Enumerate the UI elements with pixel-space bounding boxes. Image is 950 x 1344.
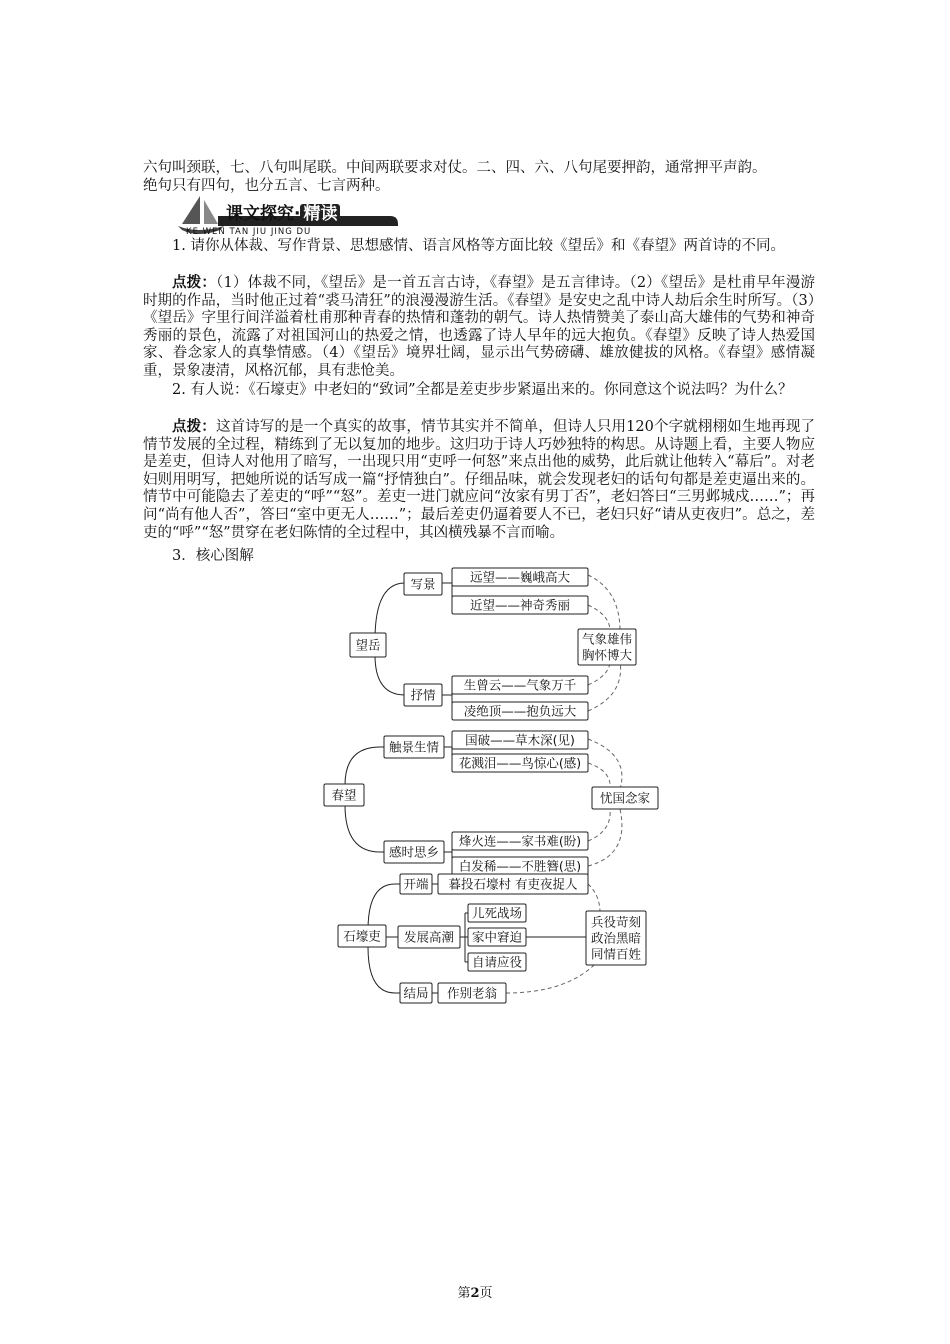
intro-paragraph: [143, 160, 815, 195]
diagram-label: 抒情: [410, 687, 436, 703]
intro-line: 绝句只有四句，也分五言、七言两种。: [143, 177, 390, 194]
diagram-box-wangyue-root: [350, 633, 386, 657]
diagram-box-branch-shuqing: [404, 684, 442, 706]
hint-2: [143, 418, 815, 542]
diagram-label: 国破——草木深(见): [465, 732, 575, 748]
diagram-label: 忧国念家: [599, 790, 651, 806]
diagram-box-leaf-jinwang: [452, 596, 588, 614]
section-3-heading: 3．核心图解: [172, 548, 254, 564]
page-number: [0, 1282, 950, 1301]
diagram-label: 兵役苛刻: [590, 914, 642, 930]
banner-dot: ·: [294, 204, 301, 224]
diagram-box-branch-xiejing: [404, 573, 442, 595]
hint-text: 这首诗写的是一个真实的故事，情节其实并不简单，但诗人只用120个字就栩栩如生地再现了情节发展的全过程，精练到了无以复加的地步。这归功于诗人巧妙独特的构思。从诗题上看，主要人物应是差吏，但诗人对他用了暗写，一出现只用“吏呼一何怒”来点出他的威势，此后就让他转入“幕后”。对老妇则用明写，把她所说的话写成一篇“抒情独白”。仔细品味，就会发现老妇的话句句都是差吏逼出来的。情节中可能隐去了差吏的“呼”“怒”。差吏一进门就应问“汝家有男丁否”，老妇答曰“三男邺城戍……”；再问“尚有他人否”，答曰“室中更无人……”；最后差吏仍逼着要人不已，老妇只好“请从吏夜归”。总之，差吏的“呼”“怒”贯穿在老妇陈情的全过程中，其凶横残暴不言而喻。: [143, 419, 815, 541]
diagram-label: 春望: [331, 787, 357, 803]
diagram-label: 结局: [403, 985, 429, 1001]
diagram-label: 胸怀博大: [581, 647, 633, 663]
diagram-box-leaf-huajianlei: [452, 754, 588, 772]
diagram-label: 气象雄伟: [581, 631, 633, 647]
diagram-label: 作别老翁: [446, 985, 498, 1001]
diagram-box-branch-fazhan: [398, 926, 460, 948]
hint-label: 点拨：: [172, 274, 217, 291]
diagram-box-leaf-jiongpo: [468, 928, 526, 946]
intro-line: 六句叫颈联，七、八句叫尾联。中间两联要求对仗。二、四、六、八句尾要押韵，通常押平声韵。: [143, 160, 767, 176]
diagram-label: 政治黑暗: [590, 930, 642, 946]
diagram-label: 开端: [403, 876, 429, 892]
diagram-box-leaf-lingjueding: [452, 702, 588, 720]
section-banner: [178, 194, 418, 240]
diagram-box-branch-ganshi: [384, 841, 444, 863]
banner-highlight: 精读: [300, 204, 340, 224]
diagram-label: 触景生情: [388, 739, 440, 755]
diagram-box-conclusion-chunwang: [592, 787, 658, 809]
banner-pinyin: KE WEN TAN JIU JING DU: [186, 227, 312, 237]
diagram-box-leaf-guopo: [452, 731, 588, 749]
diagram-label: 家中窘迫: [471, 929, 523, 945]
page-prefix: 第: [457, 1286, 471, 1301]
page-num: 2: [470, 1286, 480, 1301]
diagram-box-leaf-kaiduan: [438, 874, 588, 894]
diagram-box-leaf-shengcengyun: [452, 676, 588, 694]
diagram-label: 感时思乡: [388, 844, 440, 860]
banner-title: 课文探究: [226, 204, 294, 224]
diagram-label: 白发稀——不胜簪(思): [458, 858, 582, 874]
diagram-label: 生曾云——气象万千: [463, 677, 577, 693]
question-1: 1. 请你从体裁、写作背景、思想感情、语言风格等方面比较《望岳》和《春望》两首诗的不同。: [172, 238, 785, 254]
diagram-label: 凌绝顶——抱负远大: [463, 703, 577, 719]
hint-1: [143, 274, 815, 381]
diagram-box-leaf-yingyi: [468, 953, 526, 971]
hint-label: 点拨：: [172, 418, 216, 435]
diagram-box-leaf-fenghuo: [452, 832, 588, 850]
diagram-box-leaf-yuanwang: [452, 568, 588, 586]
diagram-box-leaf-jieju: [438, 983, 506, 1003]
diagram-box-chunwang-root: [324, 784, 364, 806]
diagram-label: 石壕吏: [343, 928, 381, 944]
diagram-label: 发展高潮: [403, 929, 455, 945]
diagram-label: 写景: [410, 576, 436, 592]
core-diagram: [300, 565, 680, 1005]
question-2: 2. 有人说：《石壕吏》中老妇的“致词”全都是差吏步步紧逼出来的。你同意这个说法吗？为什么？: [172, 382, 793, 398]
hint-text: （1）体裁不同，《望岳》是一首五言古诗，《春望》是五言律诗。（2）《望岳》是杜甫早年漫游时期的作品，当时他正过着“裘马清狂”的浪漫漫游生活。《春望》是安史之乱中诗人劫后余生时所写。（3）《望岳》字里行间洋溢着杜甫那种青春的热情和蓬勃的朝气。诗人热情赞美了泰山高大雄伟的气势和神奇秀丽的景色，流露了对祖国河山的热爱之情，也透露了诗人早年的远大抱负。《春望》反映了诗人热爱国家、眷念家人的真挚情感。（4）《望岳》境界壮阔，显示出气势磅礴、雄放健拔的风格。《春望》感情凝重，景象凄清，风格沉郁，具有悲怆美。: [143, 275, 815, 379]
diagram-label: 儿死战场: [471, 905, 523, 921]
diagram-box-conclusion-shihaoli: [586, 911, 646, 965]
diagram-box-branch-chujing: [384, 736, 444, 758]
diagram-label: 烽火连——家书难(盼): [458, 833, 582, 849]
diagram-box-branch-jieju: [400, 983, 432, 1003]
diagram-box-leaf-baifa: [452, 857, 588, 875]
diagram-box-leaf-ersi: [468, 904, 526, 922]
diagram-box-conclusion-wangyue: [578, 629, 636, 665]
diagram-label: 望岳: [355, 637, 381, 653]
diagram-label: 远望——巍峨高大: [469, 569, 571, 585]
page-suffix: 页: [479, 1286, 493, 1301]
diagram-label: 同情百姓: [590, 946, 642, 962]
diagram-label: 自请应役: [471, 954, 523, 970]
diagram-label: 暮投石壕村 有吏夜捉人: [448, 876, 578, 892]
diagram-label: 近望——神奇秀丽: [469, 597, 571, 613]
diagram-box-branch-kaiduan: [400, 874, 432, 894]
diagram-label: 花溅泪——鸟惊心(感): [458, 755, 582, 771]
diagram-box-shihaoli-root: [338, 925, 386, 947]
